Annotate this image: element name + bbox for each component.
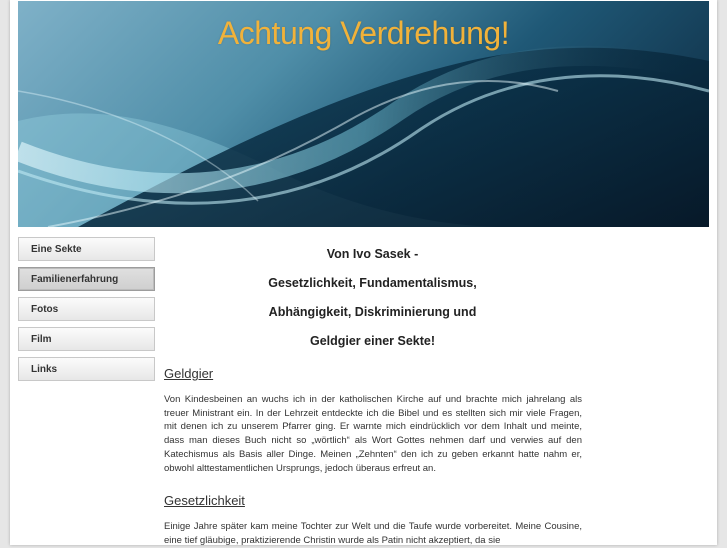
header-banner	[18, 1, 709, 227]
section-title-gesetzlichkeit: Gesetzlichkeit	[164, 493, 245, 509]
section-title-geldgier: Geldgier	[164, 366, 214, 381]
section-text-geldgier: Von Kindesbeinen an wuchs ich in der katholischen Kirche auf und brachte mich jahrelang als treuer Ministrant ein. In der Lehrzeit entdeckte ich die Bibel und es stellten sich mir viele Fragen, mit denen ich zu unserem Pfarrer ging. Er warnte mich eindrücklich vor dem Inhalt und meinte, dass man dieses Buch nicht so „wörtlich“ als Wort Gottes nehmen darf und verwies auf den Katechismus als Basis aller Dinge. Meinen „Zehnten“ den ich zu geben erkannt hatte nahm er, obwohl alttestamentlichen Ursprungs, jedoch überaus erfreut an.	[164, 394, 582, 474]
main-content	[163, 240, 582, 548]
nav-item-film[interactable]: Film	[18, 327, 155, 351]
article-heading-line: Gesetzlichkeit, Fundamentalismus,	[268, 276, 477, 290]
article-heading-line: Abhängigkeit, Diskriminierung und	[268, 305, 477, 319]
nav-item-links[interactable]: Links	[18, 357, 155, 381]
sidebar-nav	[18, 237, 155, 387]
article-heading-line: Von Ivo Sasek -	[326, 247, 419, 261]
article-heading-line: Geldgier einer Sekte!	[309, 334, 436, 348]
section-text-gesetzlichkeit: Einige Jahre später kam meine Tochter zur Welt und die Taufe wurde vorbereitet. Meine Cousine, eine tief gläubige, praktizierende Christin wurde als Patin nicht akzeptiert, da sie	[164, 521, 582, 546]
nav-item-eine-sekte[interactable]: Eine Sekte	[18, 237, 155, 261]
nav-item-fotos[interactable]: Fotos	[18, 297, 155, 321]
page-container	[10, 0, 717, 545]
nav-item-familienerfahrung[interactable]: Familienerfahrung	[18, 267, 155, 291]
site-title: Achtung Verdrehung!	[217, 15, 510, 51]
